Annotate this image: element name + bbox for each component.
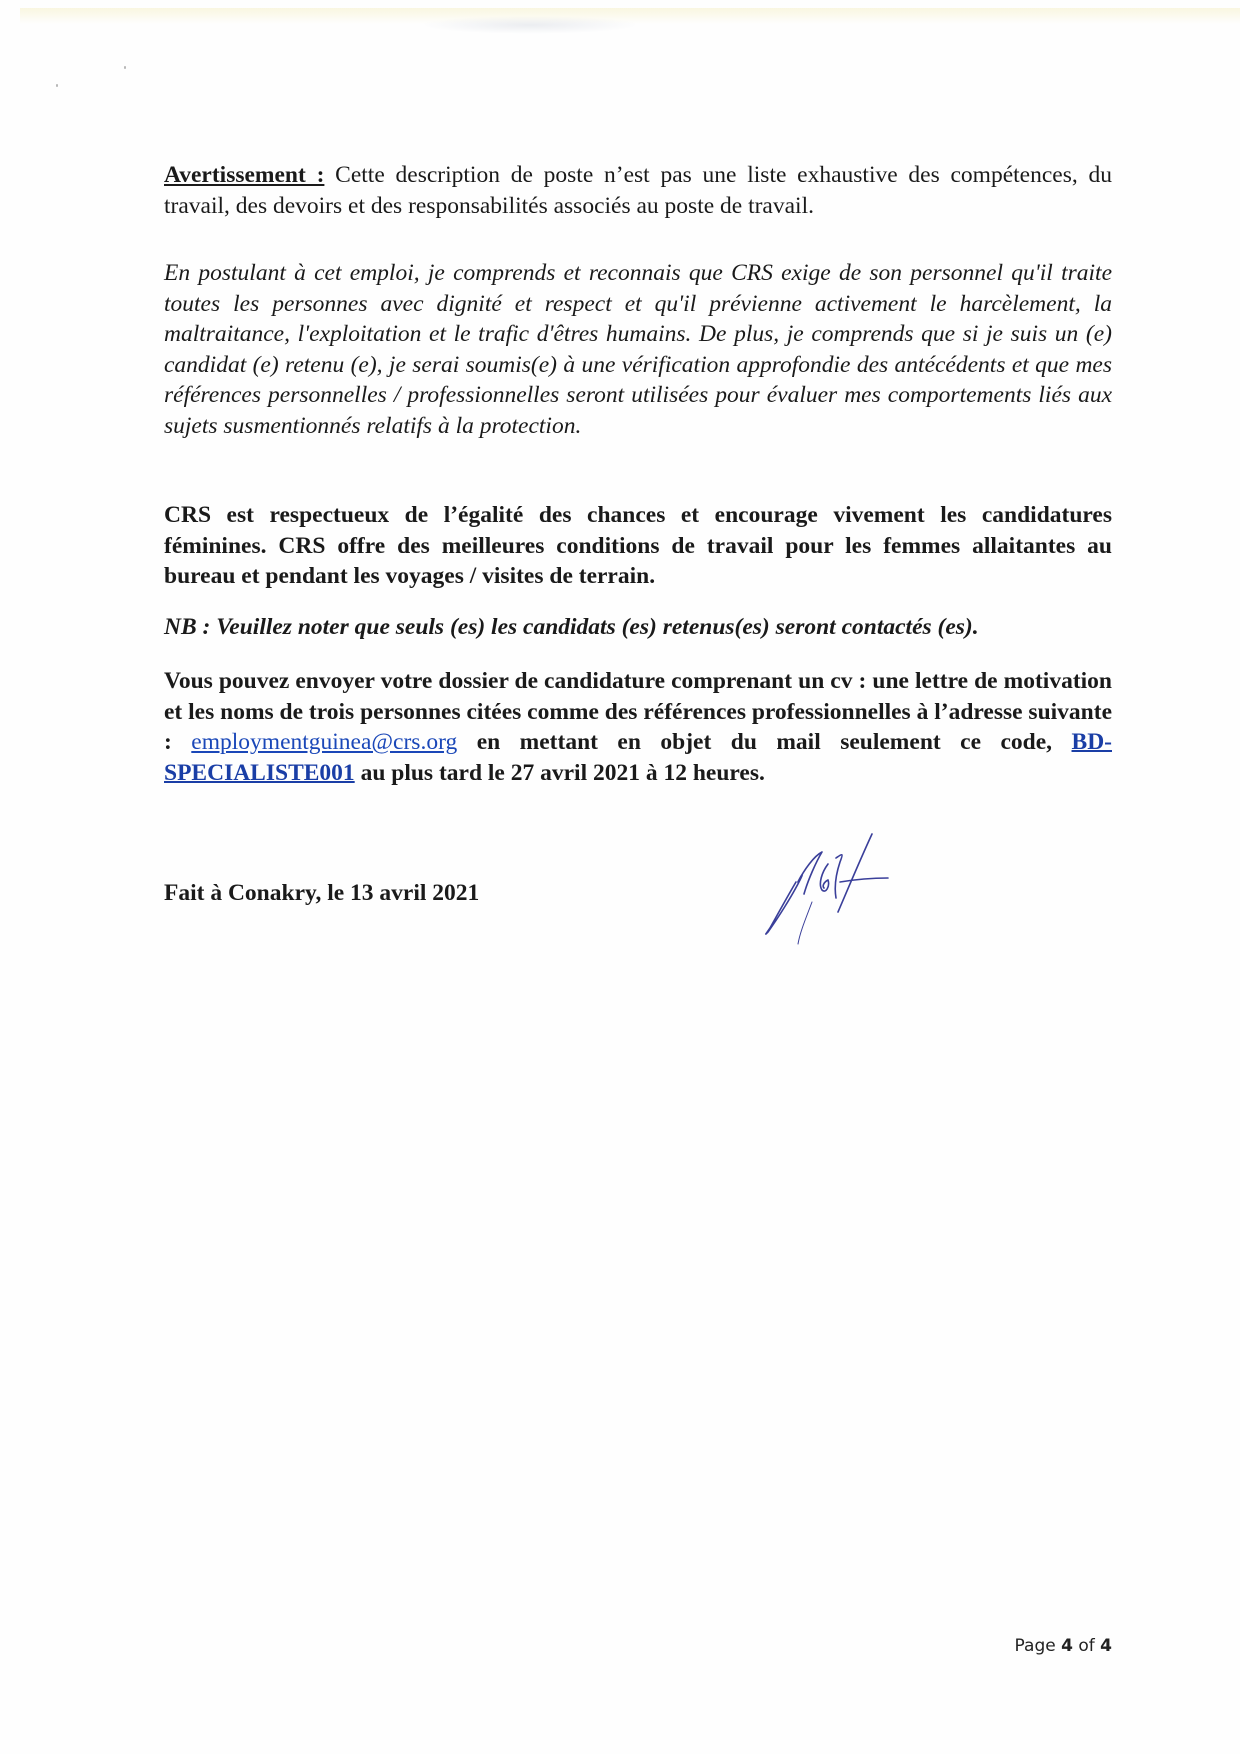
reference-code-link[interactable]: BD-SPECIALISTE001 [164, 729, 1112, 786]
equal-opportunity-paragraph [164, 500, 1112, 592]
signature-stroke [798, 852, 822, 894]
signature-stroke [766, 875, 802, 934]
safeguarding-statement: En postulant à cet emploi, je comprends et reconnais que CRS exige de son personnel qu'il traite toutes les personnes avec dignité et respect et qu'il prévienne activement le harcèlement, la maltraitance, l'exploitation et le trafic d'êtres humains. De plus, je comprends que si je suis un (e) candidat (e) retenu (e), je serai soumis(e) à une vérification approfondie des antécédents et que mes références personnelles / professionnelles seront utilisées pour évaluer mes comportements liés aux sujets susmentionnés relatifs à la protection. [164, 260, 1112, 439]
safeguarding-paragraph [164, 258, 1112, 441]
application-paragraph [164, 666, 1112, 788]
email-link[interactable]: employmentguinea@crs.org [191, 729, 458, 755]
signature-stroke [798, 902, 812, 944]
equal-opportunity-statement: CRS est respectueux de l’égalité des chances et encourage vivement les candidatures féminines. CRS offre des meilleures conditions de travail pour les femmes allaitantes au bureau et pendant les voyages / visites de terrain. [164, 502, 1112, 589]
warning-paragraph [164, 160, 1112, 221]
nb-note: NB : Veuillez noter que seuls (es) les candidats (es) retenus(es) seront contactés (es). [164, 614, 979, 640]
scan-shadow-artifact [420, 16, 640, 34]
application-text-middle: en mettant en objet du mail seulement ce code, [457, 729, 1072, 755]
of-label: of [1072, 1636, 1101, 1656]
signature-stroke [835, 855, 842, 898]
scan-speck [124, 66, 126, 69]
page-label: Page [1014, 1636, 1062, 1656]
warning-label: Avertissement : [164, 162, 325, 188]
handwritten-signature [752, 822, 902, 952]
total-pages-number: 4 [1100, 1636, 1112, 1656]
warning-text: Cette description de poste n’est pas une liste exhaustive des compétences, du travail, des devoirs et des responsabilités associés au poste de travail. [164, 162, 1112, 219]
application-text-deadline: au plus tard le 27 avril 2021 à 12 heures. [354, 759, 765, 786]
signature-stroke [840, 878, 888, 882]
nb-paragraph [164, 612, 1112, 643]
place-date: Fait à Conakry, le 13 avril 2021 [164, 880, 480, 906]
signature-stroke [820, 864, 828, 891]
scan-speck [56, 84, 58, 87]
application-text-intro: Vous pouvez envoyer votre dossier de candidature comprenant un cv : une lettre de motivation et les noms de trois personnes citées comme des références professionnelles à l’adresse suivante : [164, 668, 1112, 755]
page-footer [1015, 1636, 1112, 1656]
current-page-number: 4 [1061, 1636, 1073, 1656]
signature-stroke [838, 834, 872, 912]
